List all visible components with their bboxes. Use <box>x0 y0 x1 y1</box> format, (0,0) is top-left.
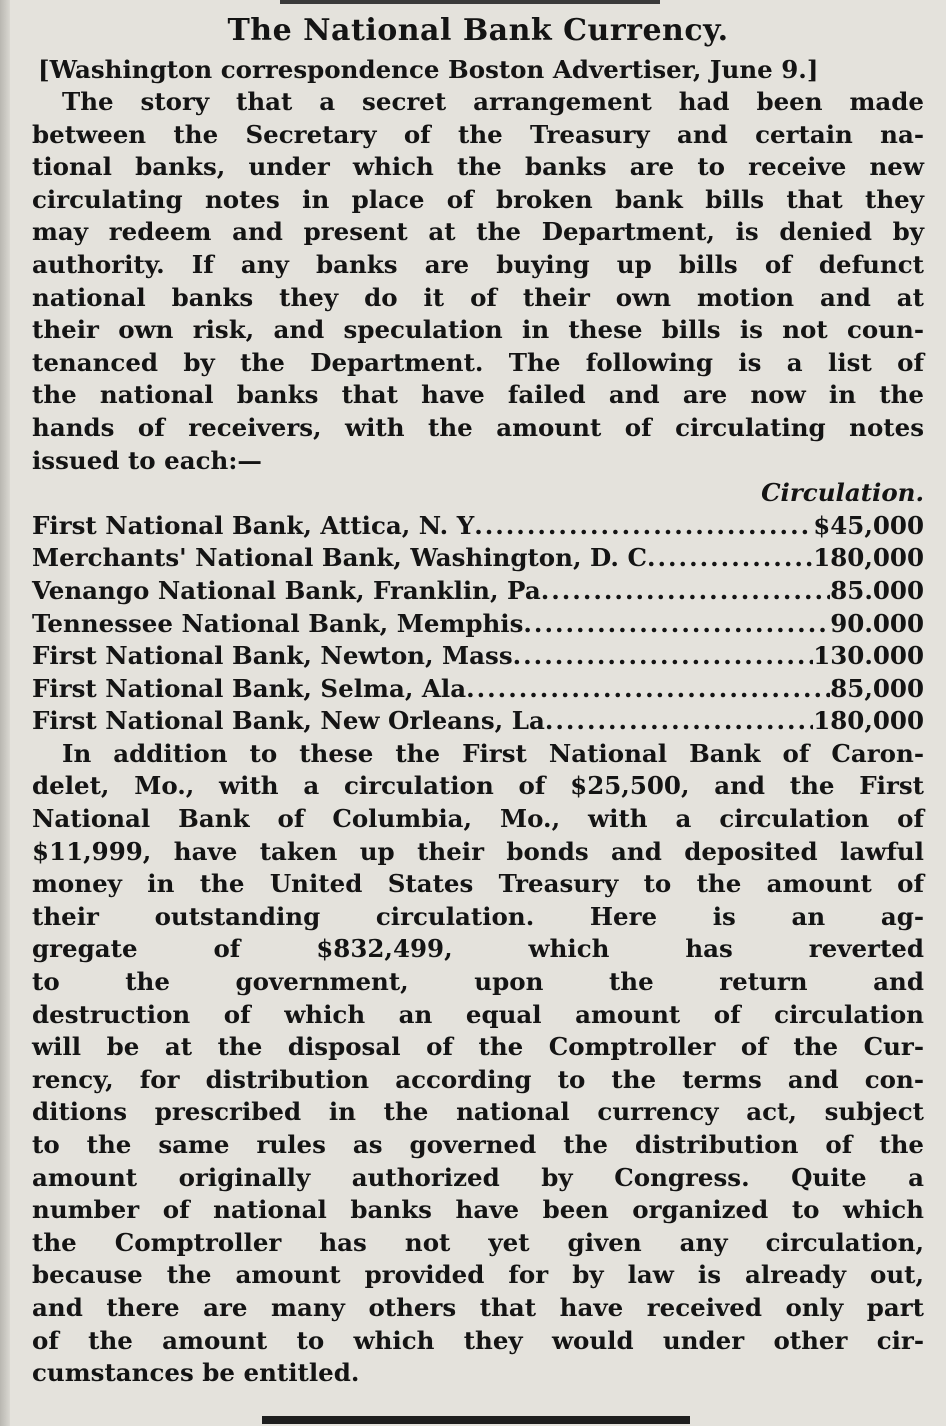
body-paragraph <box>32 738 924 1390</box>
body-line: $11,999, have taken up their bonds and deposited lawful <box>32 836 924 866</box>
bank-circulation: 90.000 <box>830 608 924 638</box>
bank-name: First National Bank, Attica, N. Y <box>32 510 475 540</box>
failed-banks-table <box>32 510 924 738</box>
bank-row <box>32 542 924 575</box>
bank-row <box>32 673 924 706</box>
intro-line: the national banks that have failed and are now in the <box>32 380 924 410</box>
bank-row <box>32 510 924 543</box>
body-line: money in the United States Treasury to the amount of <box>32 869 924 899</box>
bank-name: Merchants' National Bank, Washington, D. C <box>32 543 647 573</box>
leader-dots <box>474 510 813 543</box>
leader-dots <box>466 673 830 706</box>
bank-row <box>32 640 924 673</box>
body-line: cumstances be entitled. <box>32 1358 360 1388</box>
bank-circulation: 180,000 <box>813 543 924 573</box>
bank-row <box>32 575 924 608</box>
bank-row <box>32 608 924 641</box>
body-line: delet, Mo., with a circulation of $25,500, and the First <box>32 771 924 801</box>
intro-line: national banks they do it of their own motion and at <box>32 282 924 312</box>
body-line: gregate of $832,499, which has reverted <box>32 934 924 964</box>
intro-paragraph <box>32 86 924 477</box>
article-headline: The National Bank Currency. <box>227 13 729 48</box>
leader-dots <box>523 608 830 641</box>
body-line: and there are many others that have received only part <box>32 1292 924 1322</box>
body-line: of the amount to which they would under other cir- <box>32 1325 924 1355</box>
body-line: to the government, upon the return and <box>32 967 924 997</box>
body-line: to the same rules as governed the distribution of the <box>32 1130 924 1159</box>
intro-line: The story that a secret arrangement had been made <box>62 87 924 116</box>
body-line: amount originally authorized by Congress. Quite a <box>32 1162 924 1192</box>
intro-line: issued to each:— <box>32 445 262 475</box>
leader-dots <box>541 575 831 608</box>
bank-circulation: 130.000 <box>813 641 924 671</box>
bank-name: Venango National Bank, Franklin, Pa <box>32 575 541 605</box>
column-edge <box>0 0 10 1426</box>
body-line: National Bank of Columbia, Mo., with a circulation of <box>32 804 924 834</box>
leader-dots <box>545 705 813 738</box>
body-line: their outstanding circulation. Here is an ag- <box>32 901 924 931</box>
bank-name: First National Bank, Selma, Ala <box>32 673 467 703</box>
leader-dots <box>647 542 813 575</box>
body-line: destruction of which an equal amount of circulation <box>32 999 924 1029</box>
intro-line: tional banks, under which the banks are to receive new <box>32 152 924 182</box>
body-line: rency, for distribution according to the terms and con- <box>32 1064 924 1094</box>
bottom-divider-rule <box>262 1416 690 1424</box>
body-line: number of national banks have been organized to which <box>32 1195 924 1225</box>
leader-dots <box>513 640 814 673</box>
intro-line: authority. If any banks are buying up bills of defunct <box>32 249 924 279</box>
bank-circulation: 85,000 <box>830 673 924 703</box>
bank-circulation: 180,000 <box>813 706 924 736</box>
body-line: will be at the disposal of the Comptroller of the Cur- <box>32 1032 924 1062</box>
body-line: ditions prescribed in the national currency act, subject <box>32 1097 924 1127</box>
circulation-column-header: Circulation. <box>761 478 924 508</box>
intro-line: their own risk, and speculation in these bills is not coun- <box>32 315 924 345</box>
bank-circulation: $45,000 <box>813 510 924 540</box>
newspaper-article <box>32 12 924 1390</box>
bank-name: First National Bank, New Orleans, La <box>32 706 545 736</box>
intro-line: circulating notes in place of broken bank bills that they <box>32 184 924 214</box>
intro-line: tenanced by the Department. The following is a list of <box>32 347 924 377</box>
body-line: In addition to these the First National Bank of Caron- <box>62 738 924 768</box>
top-divider-rule <box>280 0 660 4</box>
bank-row <box>32 705 924 738</box>
bank-circulation: 85.000 <box>830 575 924 605</box>
body-line: because the amount provided for by law is already out, <box>32 1260 924 1290</box>
intro-line: hands of receivers, with the amount of circulating notes <box>32 412 924 442</box>
bank-name: Tennessee National Bank, Memphis <box>32 608 524 638</box>
article-dateline: [Washington correspondence Boston Advertiser, June 9.] <box>38 55 819 84</box>
body-line: the Comptroller has not yet given any circulation, <box>32 1227 924 1257</box>
bank-name: First National Bank, Newton, Mass <box>32 641 513 671</box>
intro-line: may redeem and present at the Department, is denied by <box>32 217 924 247</box>
intro-line: between the Secretary of the Treasury and certain na- <box>32 119 924 149</box>
